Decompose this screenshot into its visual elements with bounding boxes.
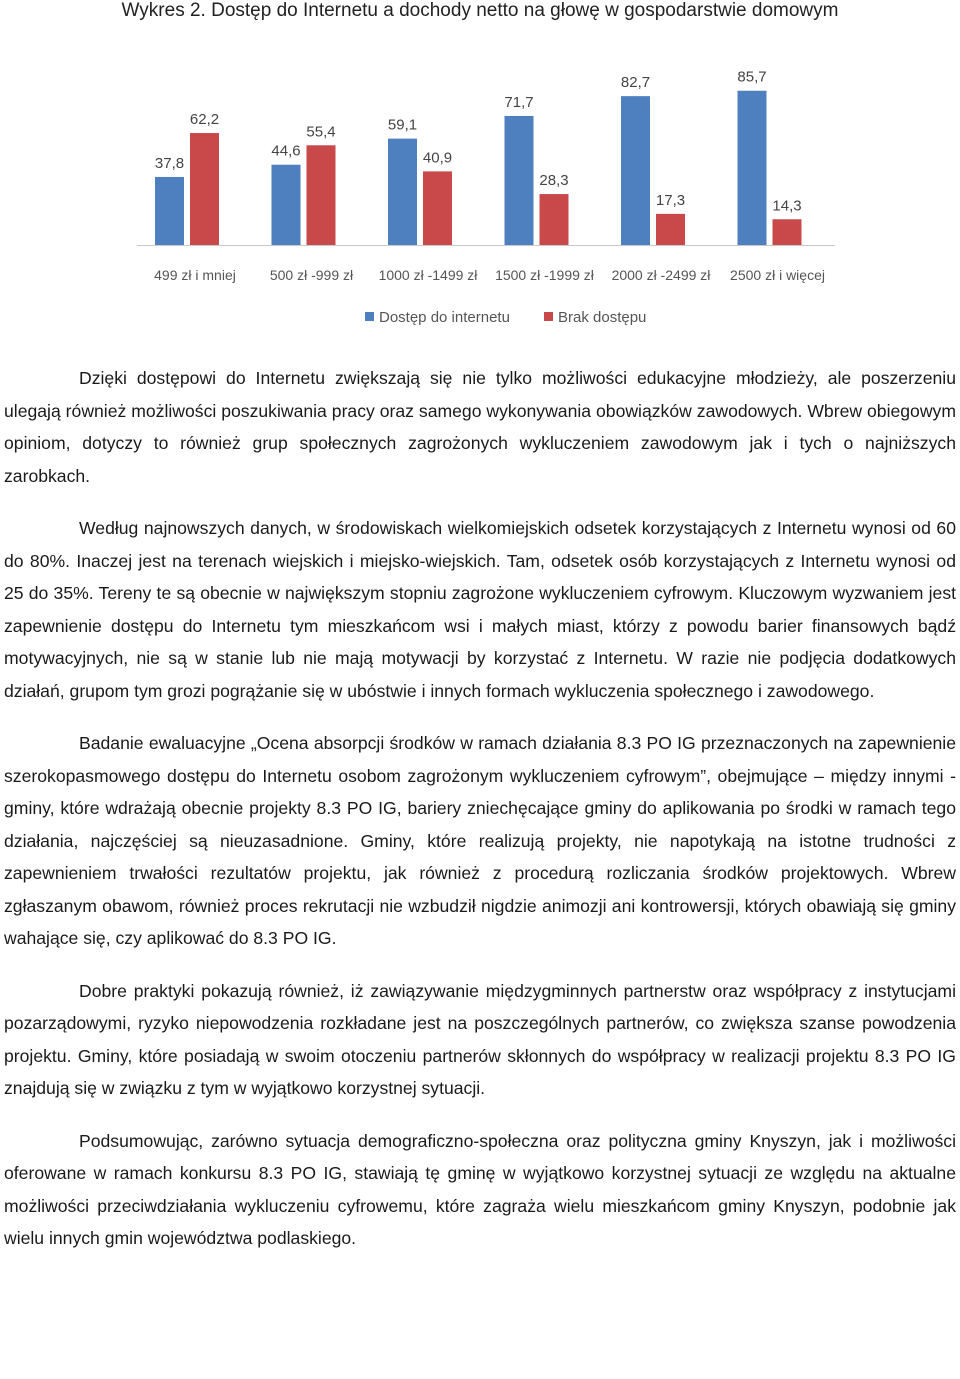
x-tick-label-4: 2000 zł -2499 zł: [611, 267, 711, 283]
bar-access-4: [621, 96, 650, 245]
bar-access-3: [505, 116, 534, 245]
paragraph: Podsumowując, zarówno sytuacja demograficzno-społeczna oraz polityczna gminy Knyszyn, jak i możliwości oferowane w ramach konkursu 8.3 PO IG, stawiają tę gminę w wyjątkowo korzystnej sytuacji ze względu na aktualne możliwości przeciwdziałania wykluczeniu cyfrowemu, które zagraża wielu mieszkańcom gminy Knyszyn, podobnie jak wielu innych gmin województwa podlaskiego.: [4, 1130, 956, 1248]
paragraph: Badanie ewaluacyjne „Ocena absorpcji środków w ramach działania 8.3 PO IG przeznaczonych na zapewnienie szerokopasmowego dostępu do Internetu osobom zagrożonym wykluczeniem cyfrowym”, obejmujące – między innymi - gminy, które wdrażają obecnie projekty 8.3 PO IG, bariery zniechęcające gminy do aplikowania po środki w ramach tego działania, najczęściej są nieuzasadnione. Gminy, które realizują projekty, nie napotykają na istotne trudności z zapewnieniem trwałości rezultatów projektu, jak również z procedurą rozliczania środków projektowych. Wbrew zgłaszanym obawom, również proces rekrutacji nie wzbudził nigdzie animozji ani kontrowersji, których obawiają się gminy wahające się, czy aplikować do 8.3 PO IG.: [4, 733, 956, 948]
bar-no-access-4: [656, 214, 685, 245]
bar-no-access-2: [423, 171, 452, 245]
paragraph: Dobre praktyki pokazują również, iż zawiązywanie międzygminnych partnerstw oraz współpracy z instytucjami pozarządowymi, ryzyko niepowodzenia rozkładane jest na poszczególnych partnerów, co zwiększa szanse powodzenia projektu. Gminy, które posiadają w swoim otoczeniu partnerów skłonnych do współpracy w realizacji projektu 8.3 PO IG znajdują się w związku z tym w wyjątkowo korzystnej sytuacji.: [4, 980, 956, 1098]
bar-access-0: [155, 177, 184, 245]
data-label-access-2: 59,1: [387, 116, 418, 134]
data-label-no-access-3: 28,3: [539, 172, 569, 190]
data-label-no-access-5: 14,3: [772, 197, 802, 215]
tick-labels-group: [154, 267, 825, 283]
data-label-no-access-0: 62,2: [189, 111, 220, 129]
bar-access-2: [388, 139, 417, 245]
bar-no-access-1: [307, 145, 336, 245]
bar-no-access-0: [190, 133, 219, 245]
legend-label-no-access: Brak dostępu: [558, 309, 647, 326]
x-tick-label-1: 500 zł -999 zł: [269, 267, 354, 283]
paragraph: Według najnowszych danych, w środowiskach wielkomiejskich odsetek korzystających z Internetu wynosi od 60 do 80%. Inaczej jest na terenach wiejskich i miejsko-wiejskich. Tam, odsetek osób korzystających z Internetu wynosi od 25 do 35%. Tereny te są obecnie w największym stopniu zagrożone wykluczeniem cyfrowym. Kluczowym wyzwaniem jest zapewnienie dostępu do Internetu tym mieszkańcom wsi i małych miast, którzy z powodu barier finansowych bądź motywacyjnych, nie są w stanie lub nie mają motywacji by korzystać z Internetu. W razie nie podjęcia dodatkowych działań, grupom tym grozi pogrążanie się w ubóstwie i innych formach wykluczenia społecznego i zawodowego.: [4, 518, 956, 701]
bar-chart: [0, 60, 960, 340]
legend: [365, 309, 646, 326]
bar-access-5: [738, 91, 767, 245]
paragraph: Dzięki dostępowi do Internetu zwiększają się nie tylko możliwości edukacyjne młodzieży, ale poszerzeniu ulegają również możliwości poszukiwania pracy oraz samego wykonywania obowiązków zawodowych. Wbrew obiegowym opiniom, dotyczy to również grup społecznych zagrożonych wykluczeniem zawodowym jak i tych o najniższych zarobkach.: [4, 368, 956, 486]
data-label-access-1: 44,6: [271, 142, 301, 160]
bar-access-1: [272, 165, 301, 245]
data-label-no-access-2: 40,9: [422, 149, 453, 167]
data-label-no-access-1: 55,4: [306, 123, 336, 141]
data-label-access-3: 71,7: [504, 93, 534, 111]
data-label-access-0: 37,8: [154, 154, 185, 172]
legend-label-access: Dostęp do internetu: [379, 309, 510, 326]
bar-no-access-3: [540, 194, 569, 245]
x-tick-label-2: 1000 zł -1499 zł: [378, 267, 478, 283]
data-label-access-5: 85,7: [737, 68, 767, 86]
data-label-access-4: 82,7: [620, 74, 651, 92]
body-text: [4, 362, 956, 1275]
legend-swatch-access: [365, 312, 374, 321]
x-tick-label-5: 2500 zł i więcej: [730, 267, 825, 283]
bars-group: [155, 69, 802, 245]
legend-swatch-no-access: [544, 312, 553, 321]
bar-no-access-5: [773, 219, 802, 245]
figure-caption: Wykres 2. Dostęp do Internetu a dochody netto na głowę w gospodarstwie domowym: [121, 0, 839, 21]
x-tick-label-0: 499 zł i mniej: [154, 267, 236, 283]
data-label-no-access-4: 17,3: [655, 191, 686, 209]
x-tick-label-3: 1500 zł -1999 zł: [495, 267, 594, 283]
